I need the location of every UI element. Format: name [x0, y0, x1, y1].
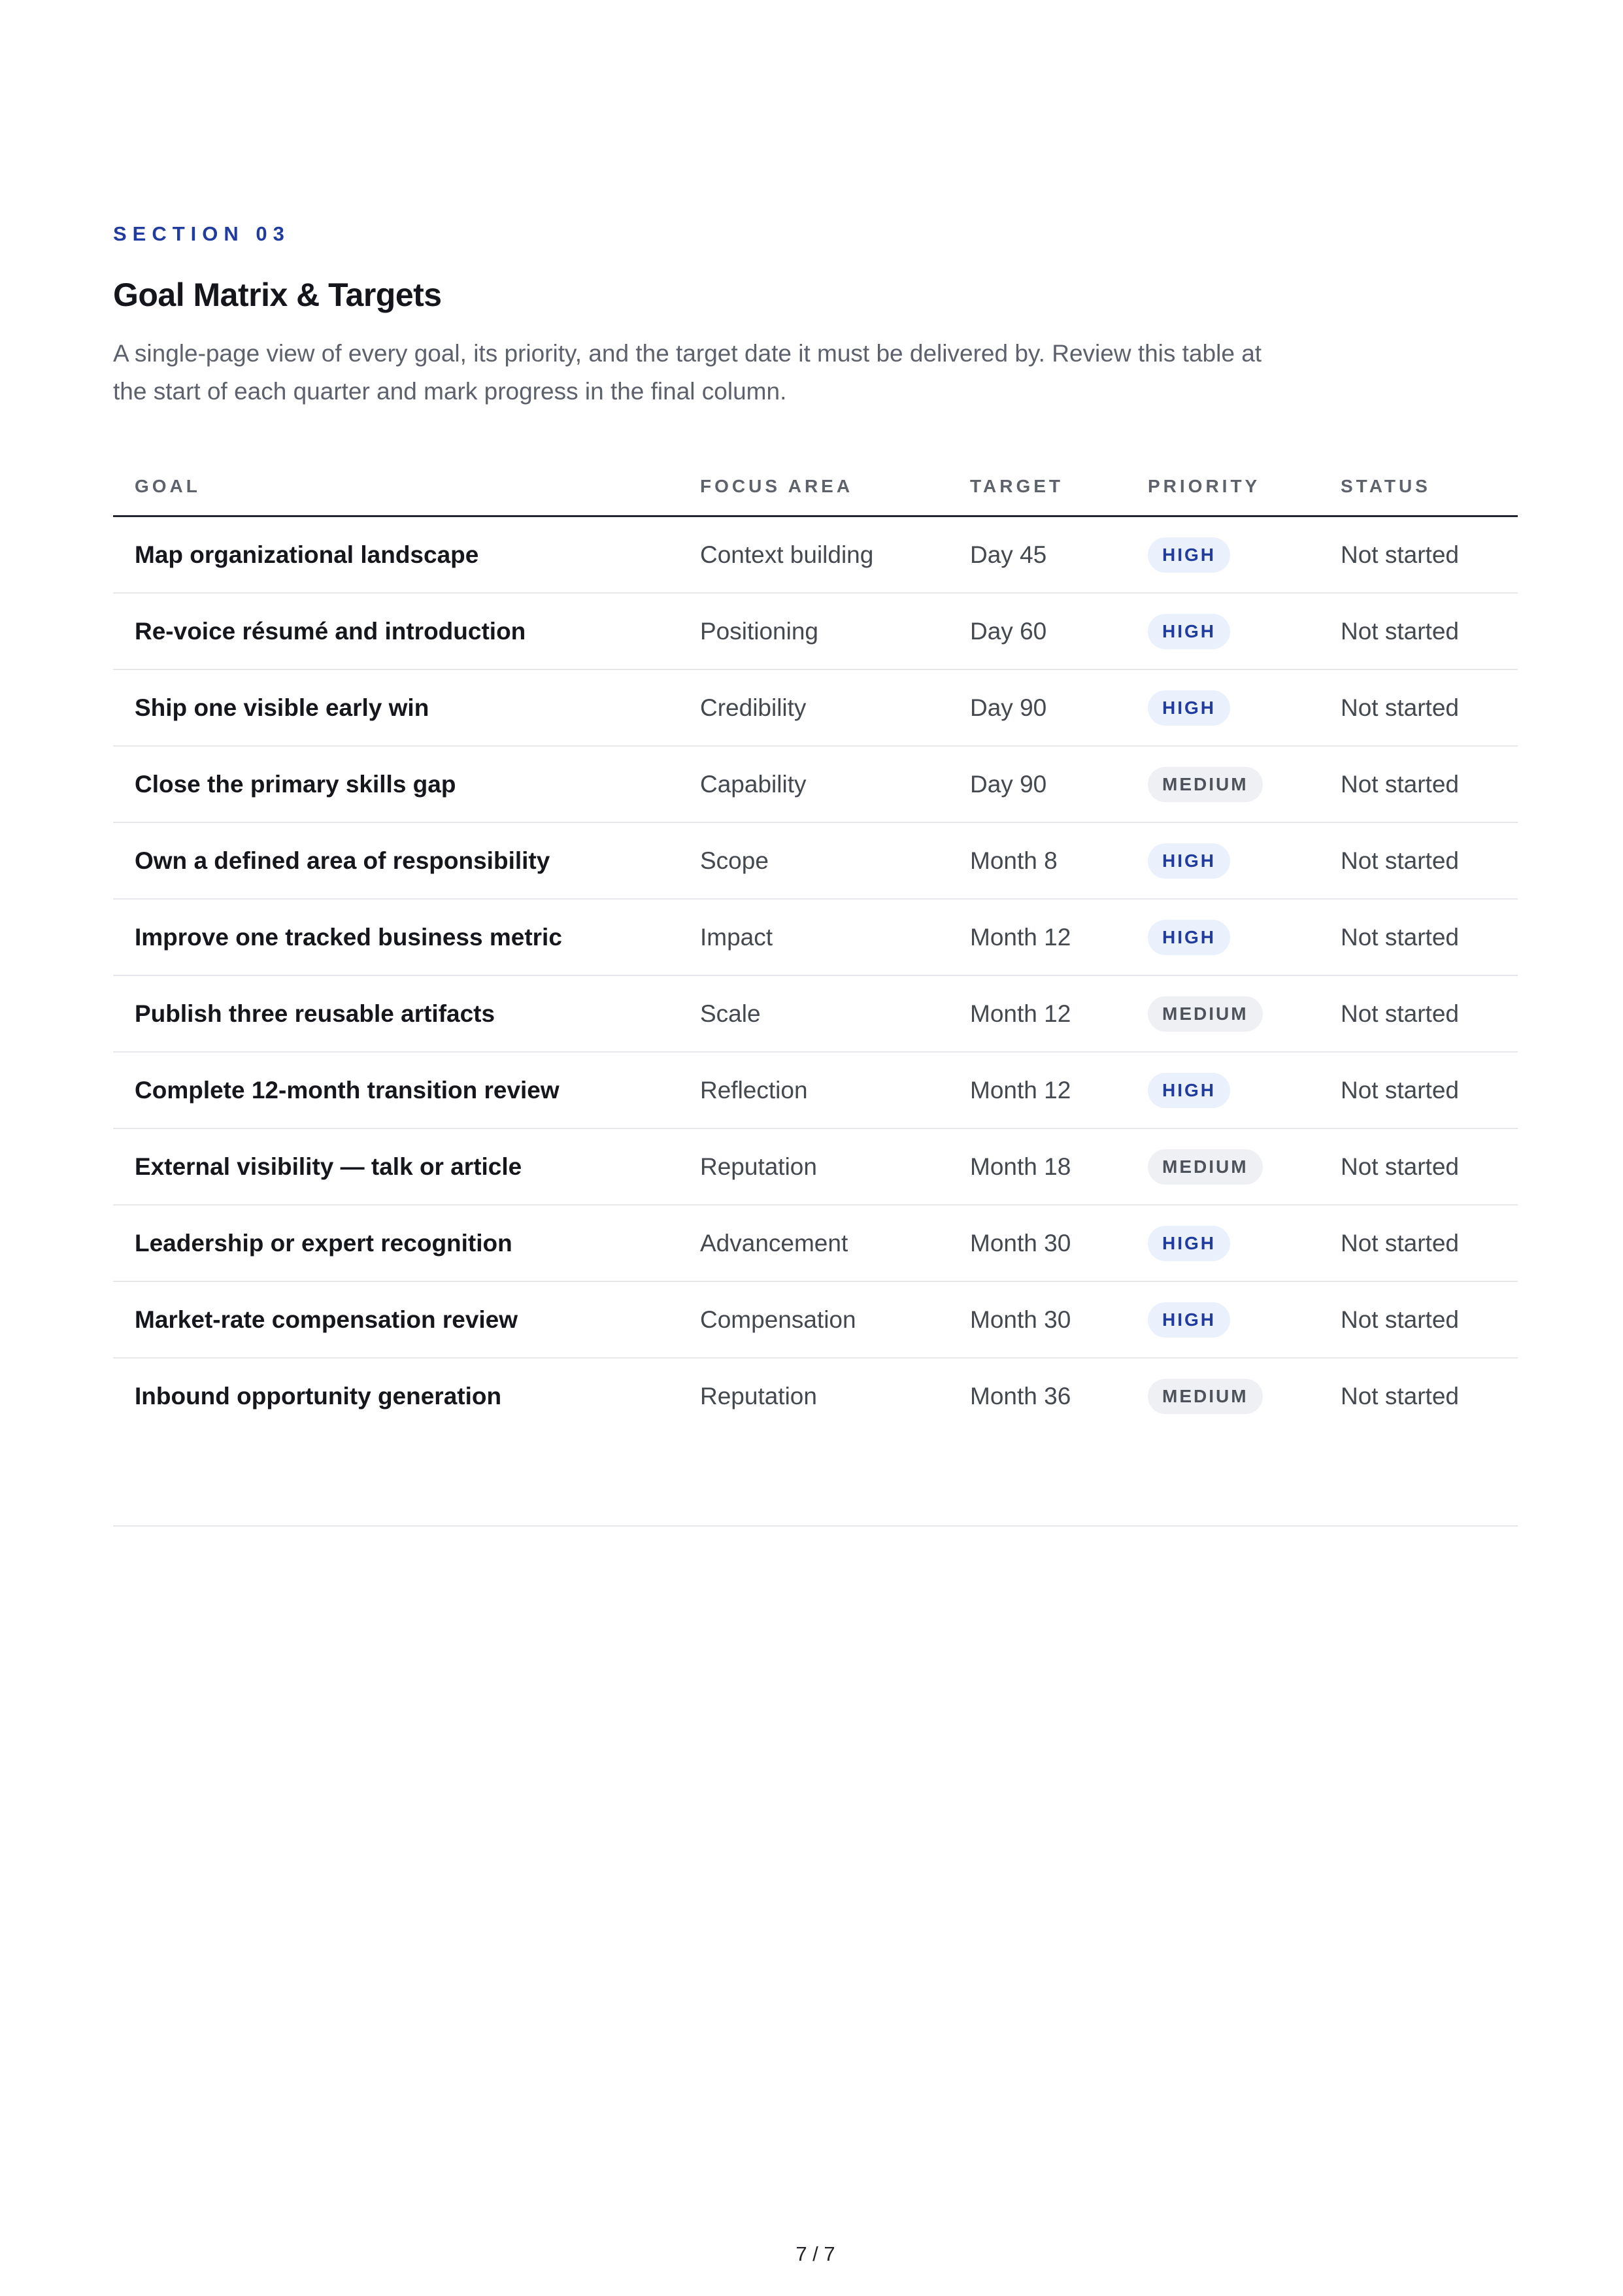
priority-cell: [1126, 593, 1319, 669]
status-cell: Not started: [1319, 593, 1518, 669]
focus-area-cell: Reputation: [678, 1128, 948, 1205]
target-cell: Month 30: [948, 1205, 1126, 1281]
status-cell: Not started: [1319, 746, 1518, 822]
target-cell: Day 90: [948, 746, 1126, 822]
target-cell: Month 36: [970, 1382, 1071, 1410]
column-header-goal: GOAL: [113, 458, 678, 516]
status-cell: Not started: [1319, 1052, 1518, 1128]
table-row: [113, 1281, 1518, 1358]
priority-badge: HIGH: [1148, 614, 1230, 649]
table-row: [113, 975, 1518, 1052]
priority-badge: HIGH: [1148, 537, 1230, 573]
status-cell: Not started: [1319, 822, 1518, 899]
priority-badge: HIGH: [1148, 843, 1230, 879]
table-row: [113, 899, 1518, 975]
page-title: Goal Matrix & Targets: [113, 277, 442, 313]
goal-cell: Inbound opportunity generation: [135, 1382, 502, 1410]
goal-cell: Own a defined area of responsibility: [113, 822, 678, 899]
priority-cell: [1126, 516, 1319, 594]
goal-cell: Ship one visible early win: [113, 669, 678, 746]
goal-cell: Close the primary skills gap: [113, 746, 678, 822]
table-row: [113, 746, 1518, 822]
status-cell: Not started: [1341, 1382, 1459, 1410]
focus-area-cell: Compensation: [678, 1281, 948, 1358]
table-header: [113, 458, 1518, 516]
goal-matrix-table: [113, 458, 1518, 1434]
target-cell: Month 12: [948, 1052, 1126, 1128]
target-cell: Day 45: [948, 516, 1126, 594]
status-cell: Not started: [1319, 975, 1518, 1052]
priority-cell: [1126, 1052, 1319, 1128]
status-cell: Not started: [1319, 669, 1518, 746]
table-row: [113, 822, 1518, 899]
focus-area-cell: Context building: [678, 516, 948, 594]
focus-area-cell: Impact: [678, 899, 948, 975]
priority-cell: [1126, 1358, 1319, 1434]
priority-badge: MEDIUM: [1148, 996, 1263, 1032]
priority-badge: MEDIUM: [1148, 767, 1263, 802]
goal-cell: Improve one tracked business metric: [113, 899, 678, 975]
target-cell: Day 60: [948, 593, 1126, 669]
focus-area-cell: Scale: [678, 975, 948, 1052]
target-cell: Month 18: [948, 1128, 1126, 1205]
status-cell: Not started: [1319, 899, 1518, 975]
priority-cell: [1126, 899, 1319, 975]
target-cell: Month 30: [948, 1281, 1126, 1358]
priority-badge: HIGH: [1148, 1073, 1230, 1108]
target-cell: Month 8: [948, 822, 1126, 899]
target-cell: Month 12: [948, 899, 1126, 975]
table-row: [113, 516, 1518, 594]
priority-badge: HIGH: [1148, 920, 1230, 955]
focus-area-cell: Scope: [678, 822, 948, 899]
goal-cell: Publish three reusable artifacts: [113, 975, 678, 1052]
table-row: [113, 1128, 1518, 1205]
focus-area-cell: Reputation: [700, 1382, 817, 1410]
table-body: [113, 516, 1518, 1434]
priority-badge: HIGH: [1148, 1226, 1230, 1261]
column-header-status: STATUS: [1319, 458, 1518, 516]
priority-cell: [1126, 1281, 1319, 1358]
focus-area-cell: Reflection: [678, 1052, 948, 1128]
goal-cell: Complete 12-month transition review: [113, 1052, 678, 1128]
page-number: 7 / 7: [795, 2242, 835, 2265]
priority-badge: HIGH: [1148, 1302, 1230, 1338]
goal-cell: Map organizational landscape: [113, 516, 678, 594]
status-cell: Not started: [1319, 1281, 1518, 1358]
focus-area-cell: Capability: [678, 746, 948, 822]
goal-cell: Market-rate compensation review: [113, 1281, 678, 1358]
column-header-priority: PRIORITY: [1126, 458, 1319, 516]
target-cell: Month 12: [948, 975, 1126, 1052]
table-row: [113, 1205, 1518, 1281]
focus-area-cell: Credibility: [678, 669, 948, 746]
goal-cell: Re-voice résumé and introduction: [113, 593, 678, 669]
priority-cell: [1126, 822, 1319, 899]
table-row: [113, 1358, 1518, 1434]
goal-cell: Leadership or expert recognition: [113, 1205, 678, 1281]
status-cell: Not started: [1319, 1205, 1518, 1281]
goal-cell: External visibility — talk or article: [113, 1128, 678, 1205]
column-header-focus-area: FOCUS AREA: [678, 458, 948, 516]
table-row: [113, 1052, 1518, 1128]
focus-area-cell: Advancement: [678, 1205, 948, 1281]
priority-cell: [1126, 975, 1319, 1052]
priority-cell: [1126, 1128, 1319, 1205]
priority-badge: HIGH: [1148, 690, 1230, 726]
priority-badge: MEDIUM: [1148, 1379, 1263, 1414]
priority-cell: [1126, 746, 1319, 822]
table-row: [113, 593, 1518, 669]
table-header-row: [113, 458, 1518, 516]
table-row: [113, 669, 1518, 746]
section-eyebrow: SECTION 03: [113, 222, 290, 245]
target-cell: Day 90: [948, 669, 1126, 746]
column-header-target: TARGET: [948, 458, 1126, 516]
status-cell: Not started: [1319, 1128, 1518, 1205]
document-page: [113, 0, 1518, 2296]
priority-cell: [1126, 669, 1319, 746]
focus-area-cell: Positioning: [678, 593, 948, 669]
section-intro: A single-page view of every goal, its priority, and the target date it must be delivered by. Review this table at the start of each quarter and mark progress in the final column.: [113, 340, 1262, 405]
priority-cell: [1126, 1205, 1319, 1281]
status-cell: Not started: [1319, 516, 1518, 594]
table-end-divider: [113, 1525, 1518, 1527]
priority-badge: MEDIUM: [1148, 1149, 1263, 1185]
